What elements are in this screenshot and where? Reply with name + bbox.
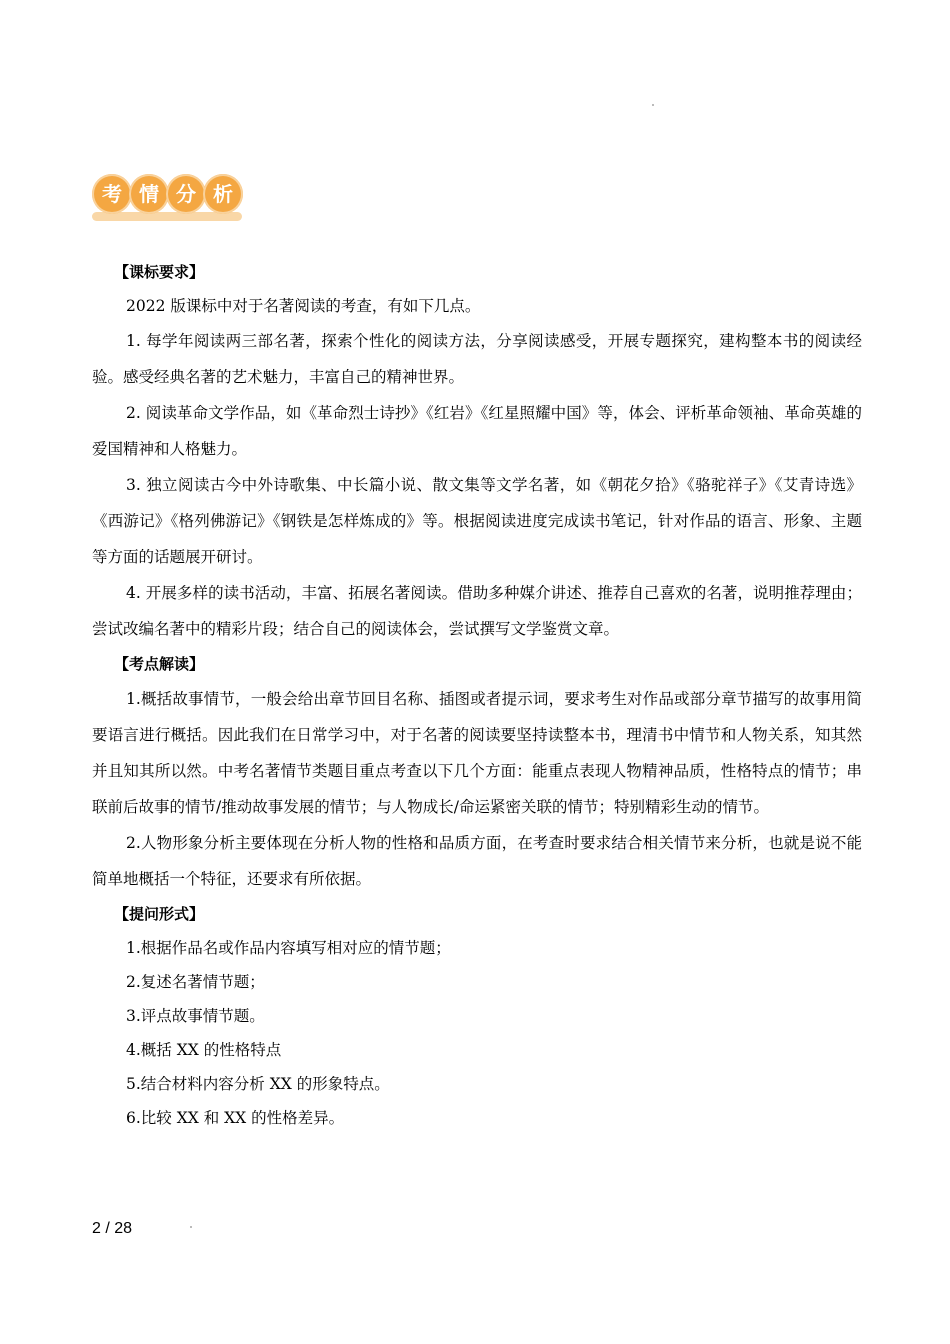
kaodian-item: 1.概括故事情节，一般会给出章节回目名称、插图或者提示词，要求考生对作品或部分章节描写的故事用简要语言进行概括。因此我们在日常学习中，对于名著的阅读要坚持读整本书，理清书中情节和人物关系，知其然并且知其所以然。中考名著情节类题目重点考查以下几个方面：能重点表现人物精神品质，性格特点的情节；串联前后故事的情节/推动故事发展的情节；与人物成长/命运紧密关联的情节；特别精彩生动的情节。 [92, 690, 862, 816]
kebiao-item: 3. 独立阅读古今中外诗歌集、中长篇小说、散文集等文学名著，如《朝花夕拾》《骆驼祥子》《艾青诗选》《西游记》《格列佛游记》《钢铁是怎样炼成的》等。根据阅读进度完成读书笔记，针对作品的语言、形象、主题等方面的话题展开研讨。 [92, 476, 862, 566]
speck-mark [190, 1226, 192, 1228]
tiwen-item: 6.比较 XX 和 XX 的性格差异。 [126, 1109, 345, 1127]
tiwen-item: 3.评点故事情节题。 [126, 1007, 265, 1025]
page-number: 2 / 28 [92, 1220, 133, 1237]
banner-char: 情 [129, 174, 169, 214]
kaodian-heading: 【考点解读】 [114, 655, 205, 673]
speck-mark [652, 104, 654, 106]
kebiao-item: 2. 阅读革命文学作品，如《革命烈士诗抄》《红岩》《红星照耀中国》等，体会、评析革命领袖、革命英雄的爱国精神和人格魅力。 [92, 404, 862, 458]
banner-char: 分 [166, 174, 206, 214]
kebiao-item: 4. 开展多样的读书活动，丰富、拓展名著阅读。借助多种媒介讲述、推荐自己喜欢的名著，说明推荐理由；尝试改编名著中的精彩片段；结合自己的阅读体会，尝试撰写文学鉴赏文章。 [92, 584, 862, 638]
tiwen-item: 2.复述名著情节题； [126, 973, 265, 991]
tiwen-item: 5.结合材料内容分析 XX 的形象特点。 [126, 1075, 390, 1093]
document-body [92, 255, 862, 1135]
tiwen-item: 4.概括 XX 的性格特点 [126, 1041, 282, 1059]
section-banner [92, 174, 244, 222]
kebiao-item: 1. 每学年阅读两三部名著，探索个性化的阅读方法，分享阅读感受，开展专题探究，建构整本书的阅读经验。感受经典名著的艺术魅力，丰富自己的精神世界。 [92, 332, 862, 386]
tiwen-item: 1.根据作品名或作品内容填写相对应的情节题； [126, 939, 451, 957]
banner-char: 析 [203, 174, 243, 214]
kebiao-heading: 【课标要求】 [114, 263, 205, 281]
kaodian-item: 2.人物形象分析主要体现在分析人物的性格和品质方面，在考查时要求结合相关情节来分析，也就是说不能简单地概括一个特征，还要求有所依据。 [92, 834, 862, 888]
tiwen-heading: 【提问形式】 [114, 905, 205, 923]
kebiao-intro: 2022 版课标中对于名著阅读的考查，有如下几点。 [126, 297, 481, 315]
banner-char: 考 [92, 174, 132, 214]
